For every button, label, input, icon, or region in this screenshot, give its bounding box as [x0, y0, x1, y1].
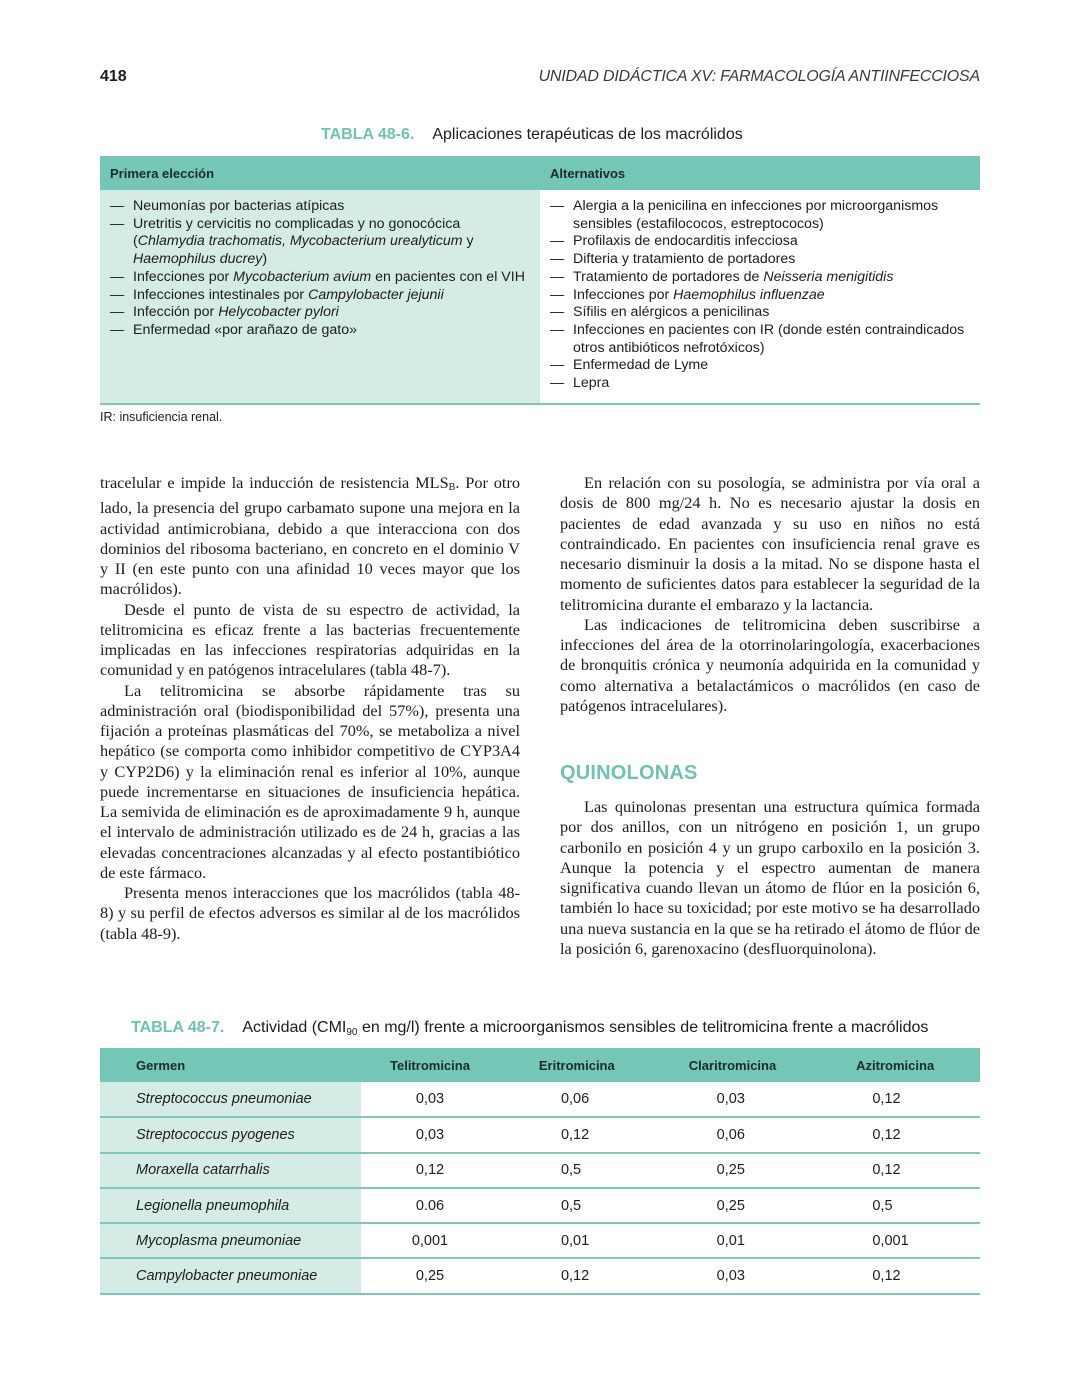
list-item — [110, 304, 532, 322]
body-column-right-section — [560, 797, 980, 959]
dash-bullet-icon: — — [550, 321, 565, 338]
text-run: Infecciones en pacientes con IR (donde estén contraindicados otros antibióticos nefrotóxicos) — [573, 321, 965, 356]
text-run: Uretritis y cervicitis no complicadas y no gonocócica ( — [133, 215, 461, 250]
list-item — [110, 216, 532, 269]
value-cell: 0,5 — [499, 1188, 655, 1223]
table-48-6 — [100, 156, 980, 405]
list-item — [550, 304, 972, 322]
table-row — [100, 1082, 980, 1117]
text-run: Sífilis en alérgicos a penicilinas — [573, 304, 770, 321]
paragraph: Desde el punto de vista de su espectro de actividad, la telitromicina es eficaz frente a las bacterias frecuentemente implicadas en las infecciones respiratorias adquiridas en la comunidad y en patógenos intracelulares (tabla 48-7). — [100, 599, 520, 680]
value-cell: 0,001 — [361, 1223, 499, 1258]
dash-bullet-icon: — — [550, 304, 565, 321]
value-cell: 0,01 — [499, 1223, 655, 1258]
text-run: ) — [262, 251, 268, 268]
column-header-alternativos: Alternativos — [550, 165, 626, 181]
value-cell: 0.06 — [361, 1188, 499, 1223]
text-run: Enfermedad «por arañazo de gato» — [133, 321, 358, 338]
table-48-7 — [100, 1048, 980, 1295]
table-title: Aplicaciones terapéuticas de los macrólidos — [432, 126, 743, 143]
table-header-row — [100, 1048, 980, 1082]
species-name: Haemophilus ducrey — [133, 251, 263, 268]
column-header-telitromicina: Telitromicina — [361, 1048, 499, 1082]
value-cell: 0,03 — [361, 1082, 499, 1117]
value-cell: 0,12 — [499, 1117, 655, 1152]
germen-cell: Campylobacter pneumoniae — [100, 1258, 361, 1293]
value-cell: 0,01 — [655, 1223, 811, 1258]
page-number: 418 — [100, 68, 127, 85]
column-header-claritromicina: Claritromicina — [655, 1048, 811, 1082]
table-row — [100, 1153, 980, 1188]
list-item — [110, 198, 532, 216]
table-title — [242, 1019, 928, 1036]
text-run: . Por otro lado, la presencia del grupo carbamato supone una mejora en la actividad antimicrobiana, debido a que interacciona con dos dominios del ribosoma bacteriano, en concreto en el dominio V y II (en este punto con una afinidad 10 veces mayor que los macrólidos). — [100, 473, 521, 599]
text-run: Infecciones intestinales por — [133, 286, 309, 303]
table-label: TABLA 48-7. — [131, 1019, 225, 1036]
dash-bullet-icon: — — [550, 375, 565, 392]
paragraph — [100, 473, 520, 600]
species-name: Neisseria menigitidis — [763, 268, 894, 285]
table-48-6-caption — [321, 126, 743, 144]
dash-bullet-icon: — — [110, 321, 125, 338]
text-run: tracelular e impide la inducción de resistencia MLS — [100, 473, 449, 492]
table-48-7-caption — [131, 1019, 928, 1038]
text-run: Infecciones por — [133, 268, 234, 285]
species-name: Chlamydia trachomatis, Mycobacterium urealyticum — [137, 233, 463, 250]
body-column-left — [100, 473, 520, 944]
table-row — [100, 1258, 980, 1293]
value-cell: 0,12 — [810, 1258, 980, 1293]
value-cell: 0,25 — [361, 1258, 499, 1293]
list-item — [550, 233, 972, 251]
value-cell: 0,12 — [810, 1153, 980, 1188]
value-cell: 0,12 — [499, 1258, 655, 1293]
list-item — [550, 269, 972, 287]
value-cell: 0,12 — [810, 1117, 980, 1152]
subscript: B — [448, 482, 456, 493]
text-run: Difteria y tratamiento de portadores — [573, 251, 796, 268]
text-run: Actividad (CMI — [242, 1019, 347, 1036]
text-run: Alergia a la penicilina en infecciones por microorganismos sensibles (estafilococos, estreptococos) — [573, 198, 939, 232]
paragraph: Las indicaciones de telitromicina deben suscribirse a infecciones del área de la otorrinolaringología, exacerbaciones de bronquitis crónica y neumonía adquirida en la comunidad y como alternativa a betalactámicos o macrólidos (en caso de patógenos intracelulares). — [560, 614, 980, 715]
germen-cell: Legionella pneumophila — [100, 1188, 361, 1223]
paragraph: En relación con su posología, se administra por vía oral a dosis de 800 mg/24 h. No es necesario ajustar la dosis en pacientes de edad avanzada y su uso en niños no está contraindicado. En pacientes con insuficiencia renal grave es necesario disminuir la dosis a la mitad. No se dispone hasta el momento de suficientes datos para establecer la seguridad de la telitromicina durante el embarazo y la lactancia. — [560, 473, 980, 614]
paragraph: Las quinolonas presentan una estructura química formada por dos anillos, con un nitrógeno en posición 1, un grupo carbonilo en posición 4 y un grupo carboxilo en la posición 3. Aunque la potencia y el espectro aumentan de manera significativa cuando llevan un átomo de flúor en la posición 6, también lo hace su toxicidad; por este motivo se ha desarrollado una nueva sustancia en la que se ha retirado el átomo de flúor de la posición 6, garenoxacino (desfluorquinolona). — [560, 797, 980, 958]
value-cell: 0,06 — [499, 1082, 655, 1117]
dash-bullet-icon: — — [110, 198, 125, 214]
subscript: 90 — [346, 1027, 358, 1038]
dash-bullet-icon: — — [550, 268, 565, 285]
species-name: Helycobacter pylori — [218, 304, 339, 321]
dash-bullet-icon: — — [550, 251, 565, 268]
table-body-row — [100, 190, 980, 403]
value-cell: 0,03 — [361, 1117, 499, 1152]
column-header-eritromicina: Eritromicina — [499, 1048, 655, 1082]
germen-cell: Streptococcus pneumoniae — [100, 1082, 361, 1117]
value-cell: 0,03 — [655, 1082, 811, 1117]
text-run: Neumonías por bacterias atípicas — [133, 198, 345, 214]
list-item — [550, 287, 972, 305]
text-run: Lepra — [573, 375, 610, 392]
species-name: Campylobacter jejunii — [308, 286, 444, 303]
column-header-primera-eleccion: Primera elección — [110, 165, 215, 181]
body-column-right — [560, 473, 980, 716]
text-run: Infección por — [133, 304, 219, 321]
dash-bullet-icon: — — [550, 233, 565, 250]
list-item — [550, 198, 972, 233]
value-cell: 0,03 — [655, 1258, 811, 1293]
table-row — [100, 1188, 980, 1223]
value-cell: 0,12 — [361, 1153, 499, 1188]
value-cell: 0,06 — [655, 1117, 811, 1152]
list-item — [550, 357, 972, 375]
running-head: UNIDAD DIDÁCTICA XV: FARMACOLOGÍA ANTIINFECCIOSA — [538, 68, 980, 85]
text-run: Profilaxis de endocarditis infecciosa — [573, 233, 798, 250]
dash-bullet-icon: — — [550, 198, 565, 214]
text-run: en pacientes con el VIH — [371, 268, 525, 285]
text-run: en mg/l) frente a microorganismos sensibles de telitromicina frente a macrólidos — [357, 1019, 929, 1036]
text-run: Infecciones por — [573, 286, 674, 303]
list-item — [110, 287, 532, 305]
dash-bullet-icon: — — [550, 357, 565, 374]
value-cell: 0,001 — [810, 1223, 980, 1258]
paragraph: La telitromicina se absorbe rápidamente tras su administración oral (biodisponibilidad del 57%), presenta una fijación a proteínas plasmáticas del 70%, se metaboliza a nivel hepático (se comporta como inhibidor competitivo de CYP3A4 y CYP2D6) y la eliminación renal es inferior al 10%, aunque puede incrementarse en situaciones de insuficiencia hepática. La semivida de eliminación es de aproximadamente 9 h, aunque el intervalo de administración utilizado es de 24 h, gracias a las elevadas concentraciones alcanzadas y al efecto postantibiótico de este fármaco. — [100, 680, 520, 882]
list-item — [550, 375, 972, 393]
list-item — [550, 251, 972, 269]
column-header-azitromicina: Azitromicina — [810, 1048, 980, 1082]
dash-bullet-icon: — — [110, 268, 125, 285]
dash-bullet-icon: — — [110, 215, 125, 232]
text-run: y — [462, 233, 474, 250]
list-item — [110, 269, 532, 287]
value-cell: 0,25 — [655, 1153, 811, 1188]
alternativos-list — [550, 198, 972, 393]
text-run: Enfermedad de Lyme — [573, 357, 709, 374]
value-cell: 0,5 — [810, 1188, 980, 1223]
table-row — [100, 1117, 980, 1152]
table-header-row — [100, 156, 980, 190]
germen-cell: Mycoplasma pneumoniae — [100, 1223, 361, 1258]
list-item — [550, 322, 972, 357]
table-footnote: IR: insuficiencia renal. — [100, 410, 223, 424]
primera-eleccion-cell — [100, 190, 540, 403]
paragraph: Presenta menos interacciones que los macrólidos (tabla 48-8) y su perfil de efectos adversos es similar al de los macrólidos (tabla 48-9). — [100, 883, 520, 943]
primera-eleccion-list — [110, 198, 532, 340]
value-cell: 0,12 — [810, 1082, 980, 1117]
section-heading-quinolonas: QUINOLONAS — [560, 762, 698, 784]
species-name: Haemophilus influenzae — [673, 286, 825, 303]
germen-cell: Streptococcus pyogenes — [100, 1117, 361, 1152]
list-item — [110, 322, 532, 340]
table-row — [100, 1223, 980, 1258]
dash-bullet-icon: — — [110, 304, 125, 321]
dash-bullet-icon: — — [550, 286, 565, 303]
dash-bullet-icon: — — [110, 286, 125, 303]
value-cell: 0,25 — [655, 1188, 811, 1223]
species-name: Mycobacterium avium — [233, 268, 372, 285]
column-header-germen: Germen — [100, 1048, 361, 1082]
text-run: Tratamiento de portadores de — [573, 268, 764, 285]
germen-cell: Moraxella catarrhalis — [100, 1153, 361, 1188]
value-cell: 0,5 — [499, 1153, 655, 1188]
table-label: TABLA 48-6. — [321, 126, 415, 143]
alternativos-cell — [540, 190, 980, 403]
